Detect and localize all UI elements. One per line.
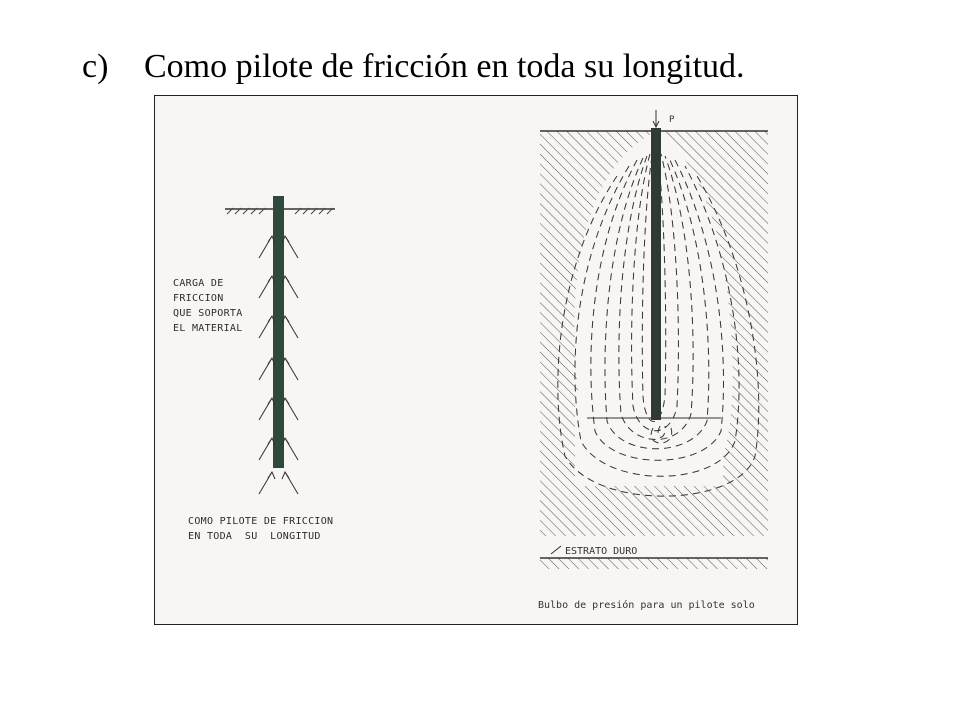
friction-pile-caption — [188, 514, 333, 544]
pile-diagrams — [155, 96, 798, 625]
friction-pile — [273, 196, 284, 468]
annotation-line-1: CARGA DE — [173, 278, 224, 289]
diagram-frame — [154, 95, 798, 625]
load-label: P — [669, 115, 675, 125]
friction-pile-figure — [225, 196, 335, 494]
hard-stratum-label: ESTRATO DURO — [565, 546, 638, 557]
pressure-bulb-figure — [538, 110, 768, 611]
pile-shaft — [651, 128, 661, 420]
friction-load-annotation — [173, 276, 243, 336]
caption-line-2: EN TODA SU LONGITUD — [188, 531, 321, 542]
bulb-caption: Bulbo de presión para un pilote solo — [538, 600, 755, 611]
slide-title — [82, 48, 745, 86]
annotation-line-2: FRICCION — [173, 293, 224, 304]
annotation-line-3: QUE SOPORTA — [173, 308, 243, 319]
item-letter: c) — [82, 48, 109, 85]
title-text: Como pilote de fricción en toda su longitud. — [144, 48, 745, 85]
caption-line-1: COMO PILOTE DE FRICCION — [188, 516, 334, 527]
annotation-line-4: EL MATERIAL — [173, 323, 243, 334]
